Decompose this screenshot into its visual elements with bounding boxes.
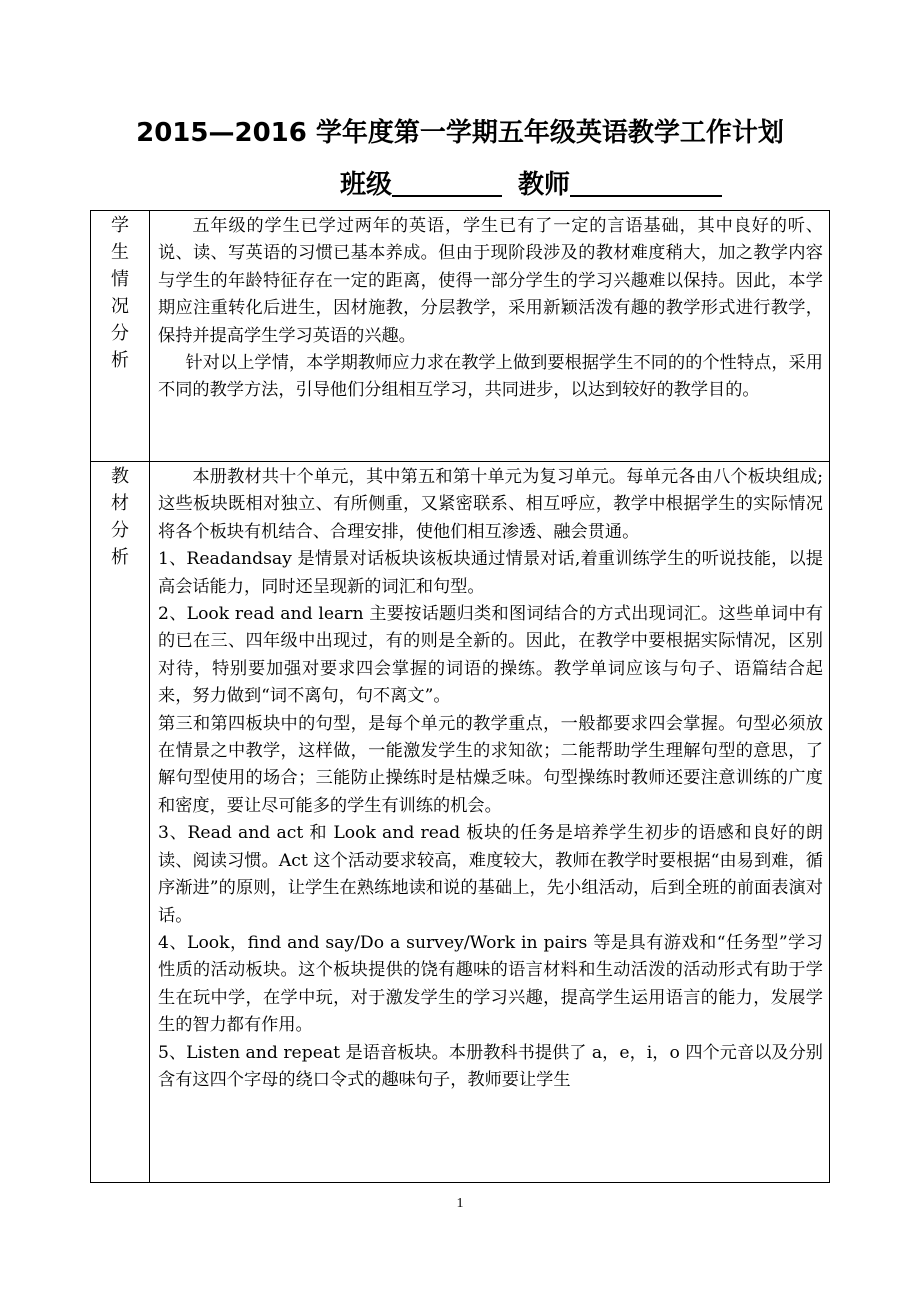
label-char: 情 <box>111 269 129 290</box>
page-number: 1 <box>456 1196 464 1211</box>
paragraph: 4、Look，find and say/Do a survey/Work in pairs 等是具有游戏和“任务型”学习性质的活动板块。这个板块提供的饶有趣味的语言材料和生动活泼的活动形式有助于学生在玩中学，在学中玩，对于激发学生的学习兴趣，提高学生运用语言的能力，发展学生的智力都有作用。 <box>158 932 823 1036</box>
textbook-analysis-content <box>150 462 830 1183</box>
student-analysis-label <box>91 211 150 462</box>
label-char: 析 <box>111 350 129 371</box>
paragraph: 2、Look read and learn 主要按话题归类和图词结合的方式出现词汇。这些单词中有的已在三、四年级中出现过，有的则是全新的。因此，在教学中要根据实际情况，区别对待，特别要加强对要求四会掌握的词语的操练。教学单词应该与句子、语篇结合起来，努力做到“词不离句，句不离文”。 <box>158 604 823 707</box>
paragraph: 第三和第四板块中的句型，是每个单元的教学重点，一般都要求四会掌握。句型必须放在情景之中教学，这样做，一能激发学生的求知欲；二能帮助学生理解句型的意思，了解句型使用的场合；三能防止操练时是枯燥乏味。句型操练时教师还要注意训练的广度和密度，要让尽可能多的学生有训练的机会。 <box>158 713 823 816</box>
paragraph: 针对以上学情，本学期教师应力求在教学上做到要根据学生不同的的个性特点，采用不同的教学方法，引导他们分组相互学习，共同进步，以达到较好的教学目的。 <box>158 353 823 401</box>
label-char: 析 <box>111 547 129 568</box>
teacher-blank <box>570 167 722 197</box>
paragraph: 5、Listen and repeat 是语音板块。本册教科书提供了 a，e，i，o 四个元音以及分别含有这四个字母的绕口令式的趣味句子，教师要让学生 <box>158 1042 823 1090</box>
paragraph: 本册教材共十个单元，其中第五和第十单元为复习单元。每单元各由八个板块组成;这些板块既相对独立、有所侧重，又紧密联系、相互呼应，教学中根据学生的实际情况将各个板块有机结合、合理安排，使他们相互渗透、融会贯通。 <box>158 467 823 542</box>
class-blank <box>392 167 502 197</box>
label-char: 分 <box>111 323 129 344</box>
label-char: 材 <box>111 493 129 514</box>
label-char: 学 <box>111 215 129 236</box>
label-char: 生 <box>111 242 129 263</box>
class-label: 班级 <box>340 170 393 200</box>
teacher-label: 教师 <box>518 170 571 200</box>
textbook-analysis-row <box>91 462 830 1183</box>
label-char: 分 <box>111 520 129 541</box>
document-title: 2015—2016 学年度第一学期五年级英语教学工作计划 <box>136 118 784 148</box>
student-analysis-row <box>91 211 830 462</box>
textbook-analysis-label <box>91 462 150 1183</box>
paragraph: 1、Readandsay 是情景对话板块该板块通过情景对话,着重训练学生的听说技能，以提高会话能力，同时还呈现新的词汇和句型。 <box>158 549 823 597</box>
paragraph: 五年级的学生已学过两年的英语，学生已有了一定的言语基础，其中良好的听、说、读、写英语的习惯已基本养成。但由于现阶段涉及的教材难度稍大，加之教学内容与学生的年龄特征存在一定的距离，使得一部分学生的学习兴趣难以保持。因此，本学期应注重转化后进生，因材施教，分层教学，采用新颖活泼有趣的教学形式进行教学，保持并提高学生学习英语的兴趣。 <box>158 216 823 346</box>
label-char: 况 <box>111 296 129 317</box>
plan-table <box>90 210 830 1183</box>
label-char: 教 <box>111 466 129 487</box>
student-analysis-content <box>150 211 830 462</box>
paragraph: 3、Read and act 和 Look and read 板块的任务是培养学生初步的语感和良好的朗读、阅读习惯。Act 这个活动要求较高，难度较大，教师在教学时要根据“由易到难，循序渐进”的原则，让学生在熟练地读和说的基础上，先小组活动，后到全班的前面表演对话。 <box>158 823 823 926</box>
class-teacher-line <box>340 164 722 201</box>
